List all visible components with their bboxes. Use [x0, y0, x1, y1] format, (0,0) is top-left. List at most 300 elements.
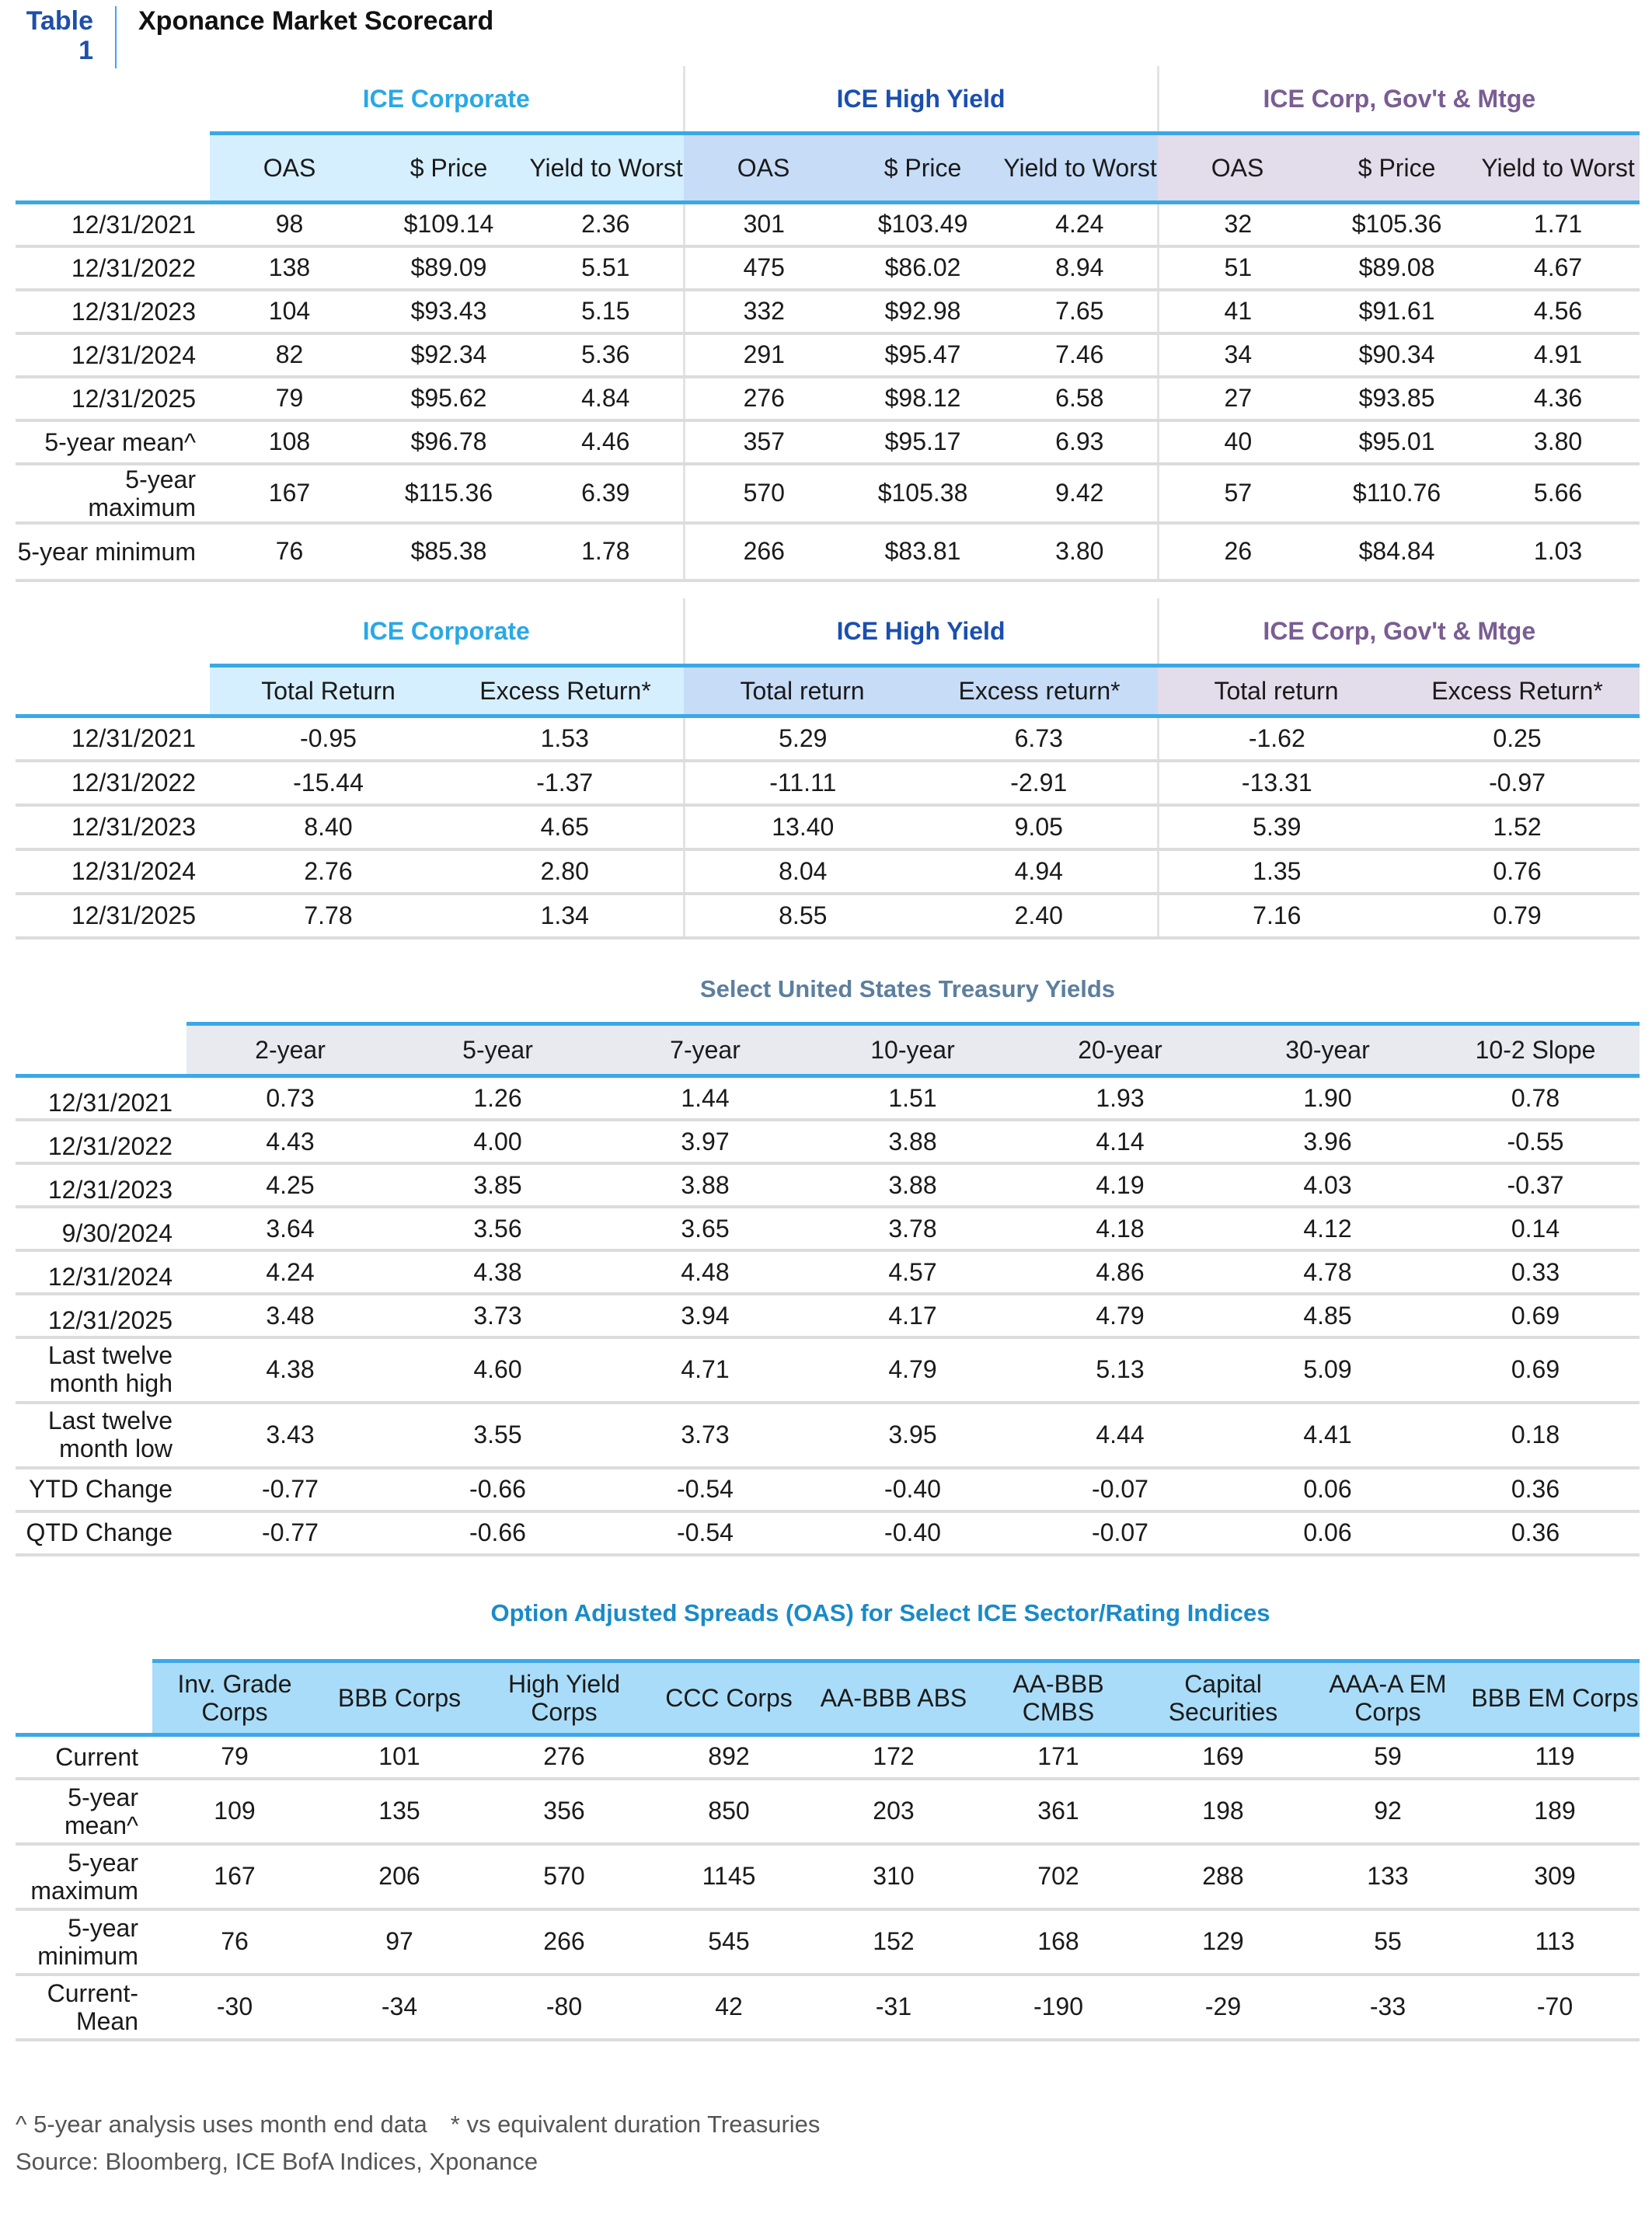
- group-ice-corp-govt-mtge: ICE Corp, Gov't & Mtge: [1158, 66, 1640, 134]
- column-header: High Yield Corps: [482, 1661, 647, 1735]
- table-cell: 113: [1470, 1909, 1640, 1975]
- table-cell: 357: [684, 420, 843, 464]
- table-cell: 4.91: [1476, 333, 1640, 377]
- column-header: Yield to Worst: [1476, 134, 1640, 203]
- table-cell: 4.60: [394, 1337, 601, 1403]
- table-cell: 6.39: [528, 464, 684, 523]
- table-cell: 1.26: [394, 1076, 601, 1120]
- table-cell: 1.78: [528, 523, 684, 580]
- table-cell: 98: [210, 203, 369, 246]
- table-row: [16, 290, 1640, 333]
- row-label: 12/31/2022: [16, 1120, 186, 1163]
- group-ice-corporate: ICE Corporate: [362, 616, 530, 645]
- column-header: 10-2 Slope: [1431, 1024, 1640, 1076]
- table-cell: 152: [811, 1909, 976, 1975]
- table-cell: 4.41: [1224, 1403, 1431, 1468]
- table-cell: 42: [647, 1975, 811, 2040]
- footnote-excess-return: * vs equivalent duration Treasuries: [450, 2111, 821, 2138]
- table-cell: 1.53: [447, 716, 684, 761]
- table-cell: 8.55: [684, 894, 921, 938]
- table-cell: -0.95: [210, 716, 447, 761]
- table-row: [16, 1163, 1640, 1207]
- table-row: [16, 805, 1640, 849]
- table-cell: 356: [482, 1779, 647, 1844]
- table-cell: -80: [482, 1975, 647, 2040]
- source-note: Source: Bloomberg, ICE BofA Indices, Xponance: [16, 2148, 538, 2175]
- table-cell: 32: [1158, 203, 1317, 246]
- column-header: 7-year: [601, 1024, 809, 1076]
- table-cell: $90.34: [1317, 333, 1476, 377]
- table-cell: 0.79: [1395, 894, 1640, 938]
- table-cell: 0.33: [1431, 1250, 1640, 1294]
- table-cell: 4.24: [186, 1250, 394, 1294]
- table-cell: 109: [152, 1779, 317, 1844]
- column-header: $ Price: [843, 134, 1002, 203]
- table-cell: $110.76: [1317, 464, 1476, 523]
- table-cell: 172: [811, 1735, 976, 1779]
- table-cell: 138: [210, 246, 369, 290]
- table-cell: $89.09: [369, 246, 528, 290]
- row-label: QTD Change: [16, 1511, 186, 1555]
- table-row: [16, 1779, 1640, 1844]
- table-cell: 0.69: [1431, 1294, 1640, 1337]
- column-header: Capital Securities: [1141, 1661, 1305, 1735]
- table-cell: 2.36: [528, 203, 684, 246]
- table-cell: 4.43: [186, 1120, 394, 1163]
- table-cell: 3.73: [601, 1403, 809, 1468]
- table-cell: 301: [684, 203, 843, 246]
- table-row: [16, 333, 1640, 377]
- table-cell: 3.88: [809, 1163, 1016, 1207]
- row-label: 12/31/2025: [16, 894, 210, 938]
- table-cell: 34: [1158, 333, 1317, 377]
- table-cell: 1.34: [447, 894, 684, 938]
- returns-table: [16, 598, 1640, 939]
- table-cell: 51: [1158, 246, 1317, 290]
- table-cell: 3.56: [394, 1207, 601, 1250]
- table-cell: -0.40: [809, 1468, 1016, 1511]
- row-label: Last twelve month low: [16, 1403, 186, 1468]
- table-cell: 3.95: [809, 1403, 1016, 1468]
- table-cell: 4.14: [1016, 1120, 1224, 1163]
- column-header: 10-year: [809, 1024, 1016, 1076]
- table-cell: $103.49: [843, 203, 1002, 246]
- column-header: Total return: [684, 666, 921, 716]
- table-cell: 101: [317, 1735, 482, 1779]
- table-cell: 310: [811, 1844, 976, 1909]
- table-cell: 1.35: [1158, 849, 1395, 894]
- table-cell: $115.36: [369, 464, 528, 523]
- row-label: 12/31/2021: [16, 716, 210, 761]
- table-cell: 570: [482, 1844, 647, 1909]
- table-cell: $95.47: [843, 333, 1002, 377]
- table-row: [16, 1403, 1640, 1468]
- table-row: [16, 1511, 1640, 1555]
- table-cell: 5.09: [1224, 1337, 1431, 1403]
- table-cell: $93.43: [369, 290, 528, 333]
- row-label: Current: [16, 1735, 152, 1779]
- table-row: [16, 1207, 1640, 1250]
- table-cell: -0.77: [186, 1468, 394, 1511]
- table-cell: 2.76: [210, 849, 447, 894]
- table-cell: 1145: [647, 1844, 811, 1909]
- table-cell: $85.38: [369, 523, 528, 580]
- table-cell: $92.34: [369, 333, 528, 377]
- table-cell: 1.52: [1395, 805, 1640, 849]
- row-label: 5-year minimum: [16, 523, 210, 580]
- table-cell: $89.08: [1317, 246, 1476, 290]
- table-cell: 3.94: [601, 1294, 809, 1337]
- table-cell: 3.65: [601, 1207, 809, 1250]
- table-cell: 850: [647, 1779, 811, 1844]
- table-cell: 4.24: [1002, 203, 1158, 246]
- row-label: 5-year maximum: [16, 464, 210, 523]
- table-cell: 702: [976, 1844, 1141, 1909]
- table-cell: 198: [1141, 1779, 1305, 1844]
- table-cell: 57: [1158, 464, 1317, 523]
- table-cell: $105.38: [843, 464, 1002, 523]
- table-cell: 0.25: [1395, 716, 1640, 761]
- table-cell: 4.38: [394, 1250, 601, 1294]
- row-label: 12/31/2023: [16, 290, 210, 333]
- table-cell: 41: [1158, 290, 1317, 333]
- table-cell: 1.03: [1476, 523, 1640, 580]
- table-cell: 76: [210, 523, 369, 580]
- table-cell: 361: [976, 1779, 1141, 1844]
- group-ice-high-yield: ICE High Yield: [684, 598, 1158, 666]
- table-cell: 3.80: [1476, 420, 1640, 464]
- table-cell: 97: [317, 1909, 482, 1975]
- table-cell: 4.57: [809, 1250, 1016, 1294]
- row-label: 12/31/2025: [16, 1294, 186, 1337]
- table-cell: 8.94: [1002, 246, 1158, 290]
- table-cell: 0.76: [1395, 849, 1640, 894]
- table-cell: 332: [684, 290, 843, 333]
- table-row: [16, 716, 1640, 761]
- table-row: [16, 1735, 1640, 1779]
- table-cell: 4.85: [1224, 1294, 1431, 1337]
- table-cell: 892: [647, 1735, 811, 1779]
- table-row: [16, 849, 1640, 894]
- table-title: Xponance Market Scorecard: [138, 6, 494, 36]
- table-row: [16, 1337, 1640, 1403]
- footnotes: [16, 2106, 820, 2180]
- table-cell: 167: [210, 464, 369, 523]
- table-cell: 3.88: [601, 1163, 809, 1207]
- table-cell: $92.98: [843, 290, 1002, 333]
- table-cell: 3.64: [186, 1207, 394, 1250]
- group-ice-corp-govt-mtge: ICE Corp, Gov't & Mtge: [1158, 598, 1640, 666]
- row-label: 12/31/2022: [16, 761, 210, 805]
- table-cell: 5.13: [1016, 1337, 1224, 1403]
- column-header: OAS: [1158, 134, 1317, 203]
- table-cell: 133: [1305, 1844, 1470, 1909]
- table-cell: 27: [1158, 377, 1317, 420]
- table-cell: $84.84: [1317, 523, 1476, 580]
- table-cell: 3.48: [186, 1294, 394, 1337]
- table-cell: -31: [811, 1975, 976, 2040]
- table-cell: 1.51: [809, 1076, 1016, 1120]
- table-row: [16, 1294, 1640, 1337]
- table-cell: 4.46: [528, 420, 684, 464]
- table-cell: 9.42: [1002, 464, 1158, 523]
- table-row: [16, 420, 1640, 464]
- table-cell: -29: [1141, 1975, 1305, 2040]
- column-header: Excess Return*: [447, 666, 684, 716]
- table-row: [16, 894, 1640, 938]
- row-label: Last twelve month high: [16, 1337, 186, 1403]
- table-cell: -1.37: [447, 761, 684, 805]
- footnote-five-year: ^ 5-year analysis uses month end data: [16, 2111, 427, 2138]
- table-row: [16, 1120, 1640, 1163]
- table-cell: -0.40: [809, 1511, 1016, 1555]
- table-cell: -0.77: [186, 1511, 394, 1555]
- table-cell: 203: [811, 1779, 976, 1844]
- table-cell: 6.58: [1002, 377, 1158, 420]
- table-cell: 0.06: [1224, 1468, 1431, 1511]
- table-header: [16, 6, 493, 68]
- table-cell: $91.61: [1317, 290, 1476, 333]
- column-header: Excess Return*: [1395, 666, 1640, 716]
- table-cell: $109.14: [369, 203, 528, 246]
- table-cell: 4.36: [1476, 377, 1640, 420]
- table-cell: 276: [684, 377, 843, 420]
- table-cell: -0.97: [1395, 761, 1640, 805]
- table-cell: 0.36: [1431, 1468, 1640, 1511]
- table-cell: 0.18: [1431, 1403, 1640, 1468]
- treasury-yields-table: [16, 1022, 1640, 1556]
- table-cell: 266: [684, 523, 843, 580]
- table-cell: $93.85: [1317, 377, 1476, 420]
- table-cell: 104: [210, 290, 369, 333]
- table-cell: $95.01: [1317, 420, 1476, 464]
- table-cell: 7.46: [1002, 333, 1158, 377]
- table-cell: 6.93: [1002, 420, 1158, 464]
- table-number-label: Table 1: [16, 6, 117, 68]
- table-cell: 0.14: [1431, 1207, 1640, 1250]
- column-header: Yield to Worst: [1002, 134, 1158, 203]
- row-label: 12/31/2022: [16, 246, 210, 290]
- column-header: AA-BBB CMBS: [976, 1661, 1141, 1735]
- table-cell: -70: [1470, 1975, 1640, 2040]
- table-cell: 1.71: [1476, 203, 1640, 246]
- table-cell: 4.71: [601, 1337, 809, 1403]
- table-cell: 55: [1305, 1909, 1470, 1975]
- table-cell: 1.90: [1224, 1076, 1431, 1120]
- table-cell: 79: [210, 377, 369, 420]
- table-cell: 3.55: [394, 1403, 601, 1468]
- table-cell: 4.03: [1224, 1163, 1431, 1207]
- table-cell: 4.48: [601, 1250, 809, 1294]
- column-header: AA-BBB ABS: [811, 1661, 976, 1735]
- table-cell: 8.40: [210, 805, 447, 849]
- table-cell: 4.94: [921, 849, 1158, 894]
- table-cell: 8.04: [684, 849, 921, 894]
- table-cell: -0.07: [1016, 1511, 1224, 1555]
- row-label: 5-year mean^: [16, 420, 210, 464]
- table-cell: 545: [647, 1909, 811, 1975]
- table-cell: 5.36: [528, 333, 684, 377]
- table-cell: -33: [1305, 1975, 1470, 2040]
- table-cell: -0.54: [601, 1468, 809, 1511]
- row-label: 12/31/2021: [16, 1076, 186, 1120]
- table-row: [16, 1468, 1640, 1511]
- table-cell: 119: [1470, 1735, 1640, 1779]
- table-cell: $95.62: [369, 377, 528, 420]
- table-cell: 6.73: [921, 716, 1158, 761]
- table-cell: 4.00: [394, 1120, 601, 1163]
- table-cell: 4.65: [447, 805, 684, 849]
- table-cell: 0.06: [1224, 1511, 1431, 1555]
- column-header: CCC Corps: [647, 1661, 811, 1735]
- table-row: [16, 1844, 1640, 1909]
- table-row: [16, 203, 1640, 246]
- row-label: 12/31/2025: [16, 377, 210, 420]
- table-cell: 5.51: [528, 246, 684, 290]
- table-cell: 3.73: [394, 1294, 601, 1337]
- table-cell: $105.36: [1317, 203, 1476, 246]
- table-cell: 3.85: [394, 1163, 601, 1207]
- table-cell: 40: [1158, 420, 1317, 464]
- table-cell: 26: [1158, 523, 1317, 580]
- column-header: Excess return*: [921, 666, 1158, 716]
- table-row: [16, 761, 1640, 805]
- column-header: Inv. Grade Corps: [152, 1661, 317, 1735]
- table-cell: 3.43: [186, 1403, 394, 1468]
- table-cell: 1.44: [601, 1076, 809, 1120]
- table-row: [16, 377, 1640, 420]
- table-cell: -0.37: [1431, 1163, 1640, 1207]
- table-cell: -0.07: [1016, 1468, 1224, 1511]
- table-cell: 309: [1470, 1844, 1640, 1909]
- table-row: [16, 1975, 1640, 2040]
- column-header: OAS: [210, 134, 369, 203]
- column-header: Yield to Worst: [528, 134, 684, 203]
- table-cell: 79: [152, 1735, 317, 1779]
- table-cell: 288: [1141, 1844, 1305, 1909]
- column-header: BBB Corps: [317, 1661, 482, 1735]
- table-cell: 291: [684, 333, 843, 377]
- column-header: AAA-A EM Corps: [1305, 1661, 1470, 1735]
- table-cell: 92: [1305, 1779, 1470, 1844]
- table-cell: 108: [210, 420, 369, 464]
- table-cell: 76: [152, 1909, 317, 1975]
- table-cell: -190: [976, 1975, 1141, 2040]
- table-cell: 4.79: [809, 1337, 1016, 1403]
- table-cell: 2.80: [447, 849, 684, 894]
- table-cell: 3.80: [1002, 523, 1158, 580]
- table-cell: $95.17: [843, 420, 1002, 464]
- table-cell: 4.19: [1016, 1163, 1224, 1207]
- table-cell: -0.66: [394, 1511, 601, 1555]
- table-cell: 4.67: [1476, 246, 1640, 290]
- table-cell: -34: [317, 1975, 482, 2040]
- table-cell: 189: [1470, 1779, 1640, 1844]
- row-label: 12/31/2024: [16, 333, 210, 377]
- table-cell: 3.88: [809, 1120, 1016, 1163]
- table-cell: 13.40: [684, 805, 921, 849]
- table-cell: 4.18: [1016, 1207, 1224, 1250]
- table-cell: 3.78: [809, 1207, 1016, 1250]
- table-cell: 167: [152, 1844, 317, 1909]
- scorecard-table: [16, 66, 1640, 582]
- table-cell: 4.17: [809, 1294, 1016, 1337]
- table-row: [16, 1250, 1640, 1294]
- table-cell: 4.78: [1224, 1250, 1431, 1294]
- column-header: $ Price: [1317, 134, 1476, 203]
- table-cell: 168: [976, 1909, 1141, 1975]
- table-cell: $86.02: [843, 246, 1002, 290]
- table-cell: 5.15: [528, 290, 684, 333]
- table-cell: 206: [317, 1844, 482, 1909]
- table-cell: 82: [210, 333, 369, 377]
- table-cell: -13.31: [1158, 761, 1395, 805]
- table-cell: -11.11: [684, 761, 921, 805]
- table-cell: 4.84: [528, 377, 684, 420]
- table-cell: 1.93: [1016, 1076, 1224, 1120]
- row-label: 5-year mean^: [16, 1779, 152, 1844]
- table-cell: 276: [482, 1735, 647, 1779]
- row-label: YTD Change: [16, 1468, 186, 1511]
- table-row: [16, 1076, 1640, 1120]
- table-cell: $98.12: [843, 377, 1002, 420]
- table-cell: 7.16: [1158, 894, 1395, 938]
- table-cell: -2.91: [921, 761, 1158, 805]
- table-cell: 475: [684, 246, 843, 290]
- table-cell: 5.39: [1158, 805, 1395, 849]
- table-cell: 4.12: [1224, 1207, 1431, 1250]
- table-cell: -0.55: [1431, 1120, 1640, 1163]
- table-cell: -1.62: [1158, 716, 1395, 761]
- table-row: [16, 1909, 1640, 1975]
- table-cell: 4.25: [186, 1163, 394, 1207]
- column-header: 20-year: [1016, 1024, 1224, 1076]
- row-label: 12/31/2024: [16, 849, 210, 894]
- row-label: 12/31/2024: [16, 1250, 186, 1294]
- table-cell: 169: [1141, 1735, 1305, 1779]
- table-cell: 0.36: [1431, 1511, 1640, 1555]
- table-cell: 4.79: [1016, 1294, 1224, 1337]
- column-header: BBB EM Corps: [1470, 1661, 1640, 1735]
- table-cell: -0.66: [394, 1468, 601, 1511]
- column-header: 30-year: [1224, 1024, 1431, 1076]
- table-cell: 7.78: [210, 894, 447, 938]
- column-header: OAS: [684, 134, 843, 203]
- row-label: 5-year minimum: [16, 1909, 152, 1975]
- table-cell: 4.86: [1016, 1250, 1224, 1294]
- column-header: Total return: [1158, 666, 1395, 716]
- table-row: [16, 464, 1640, 523]
- group-ice-high-yield: ICE High Yield: [684, 66, 1158, 134]
- table-cell: $96.78: [369, 420, 528, 464]
- table-row: [16, 246, 1640, 290]
- table-cell: 4.44: [1016, 1403, 1224, 1468]
- column-header: 2-year: [186, 1024, 394, 1076]
- table-cell: -15.44: [210, 761, 447, 805]
- table-cell: 4.38: [186, 1337, 394, 1403]
- column-header: 5-year: [394, 1024, 601, 1076]
- row-label: 9/30/2024: [16, 1207, 186, 1250]
- row-label: Current-Mean: [16, 1975, 152, 2040]
- table-cell: $83.81: [843, 523, 1002, 580]
- row-label: 12/31/2021: [16, 203, 210, 246]
- oas-sector-table: [16, 1659, 1640, 2041]
- table-cell: 135: [317, 1779, 482, 1844]
- column-header: Total Return: [210, 666, 447, 716]
- table-cell: 3.97: [601, 1120, 809, 1163]
- table-cell: 9.05: [921, 805, 1158, 849]
- table-cell: 59: [1305, 1735, 1470, 1779]
